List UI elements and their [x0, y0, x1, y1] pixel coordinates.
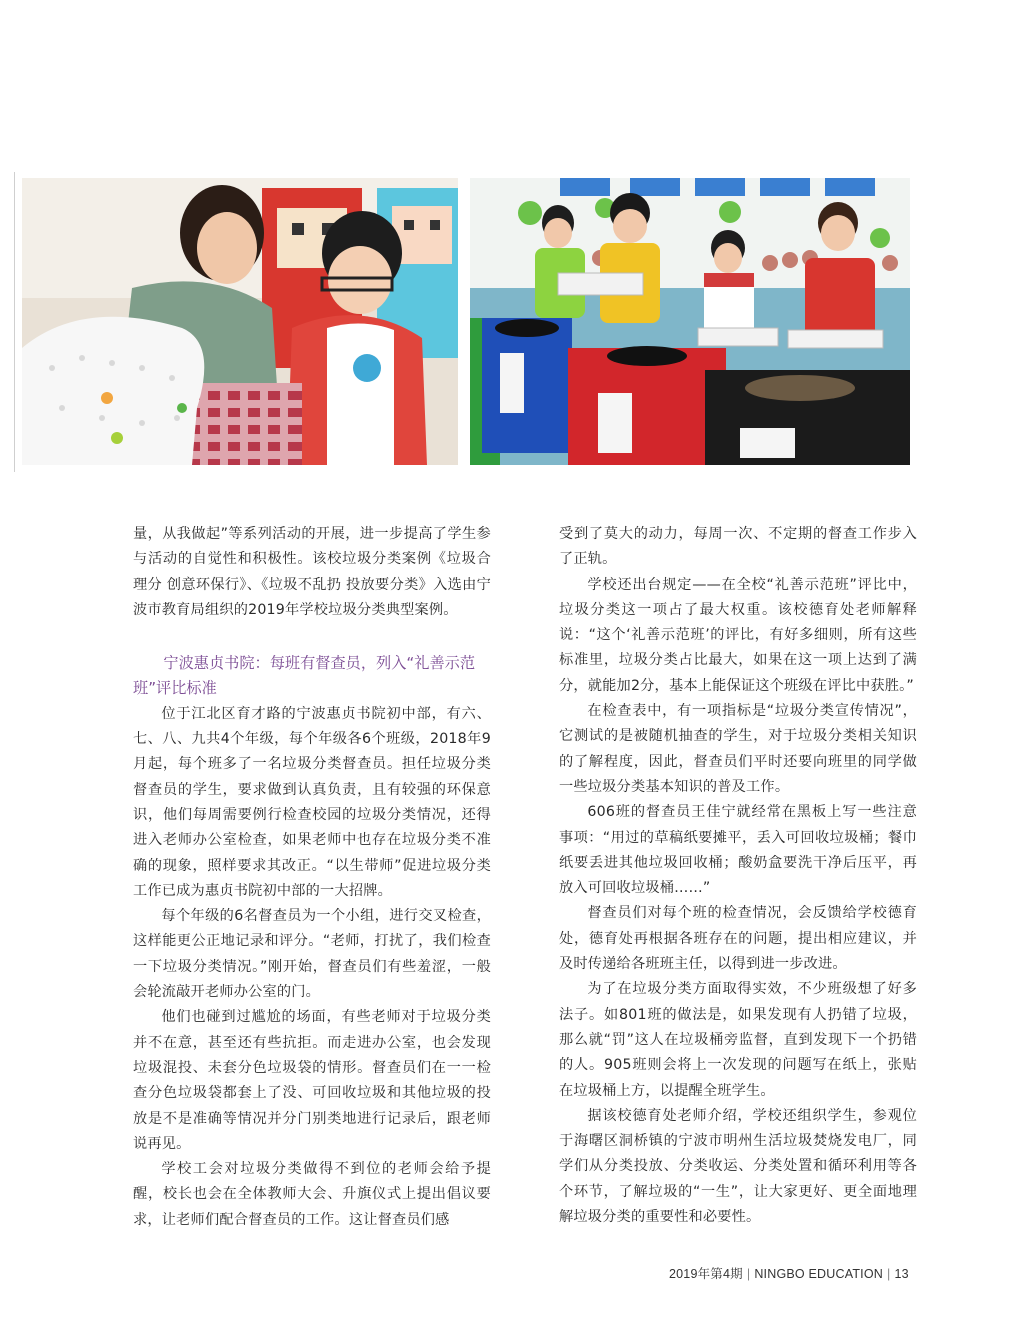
section-heading: 宁波惠贞书院：每班有督查员，列入“礼善示范班”评比标准: [133, 654, 476, 698]
magazine-name: NINGBO EDUCATION: [754, 1267, 883, 1281]
left-column: [133, 522, 491, 1233]
paragraph: 据该校德育处老师介绍，学校还组织学生，参观位于海曙区洞桥镇的宁波市明州生活垃圾焚烧发电厂，同学们从分类投放、分类收运、分类处置和循环利用等各个环节，了解垃圾的“一生”，让大家更好、更全面地理解垃圾分类的重要性和必要性。: [559, 1107, 917, 1226]
paragraph: 学校工会对垃圾分类做得不到位的老师会给予提醒，校长也会在全体教师大会、升旗仪式上提出倡议要求，让老师们配合督查员的工作。这让督查员们感: [133, 1161, 491, 1228]
paragraph: 量，从我做起”等系列活动的开展，进一步提高了学生参与活动的自觉性和积极性。该校垃圾分类案例《垃圾合理分 创意环保行》、《垃圾不乱扔 投放要分类》入选由宁波市教育局组织的2019年学校垃圾分类典型案例。: [133, 526, 491, 618]
photo-teacher-child: [22, 178, 458, 465]
paragraph: 受到了莫大的动力，每周一次、不定期的督查工作步入了正轨。: [559, 526, 917, 568]
paragraph: 督查员们对每个班的检查情况，会反馈给学校德育处，德育处再根据各班存在的问题，提出相应建议，并及时传递给各班班主任，以得到进一步改进。: [559, 905, 917, 973]
paragraph: 学校还出台规定——在全校“礼善示范班”评比中，垃圾分类这一项占了最大权重。该校德育处老师解释说：“这个‘礼善示范班’的评比，有好多细则，所有这些标准里，垃圾分类占比最大，如果在这一项上达到了满分，就能加2分，基本上能保证这个班级在评比中获胜。”: [559, 576, 917, 694]
photo-children-sorting: [470, 178, 910, 465]
paragraph: 他们也碰到过尴尬的场面，有些老师对于垃圾分类并不在意，甚至还有些抗拒。而走进办公室，也会发现垃圾混投、未套分色垃圾袋的情形。督查员们在一一检查分色垃圾袋都套上了没、可回收垃圾和其他垃圾的投放是不是准确等情况并分门别类地进行记录后，跟老师说再见。: [133, 1009, 491, 1152]
page-number: 13: [894, 1267, 909, 1281]
page-footer: 2019年第4期 | NINGBO EDUCATION | 13: [669, 1267, 909, 1281]
paragraph: 606班的督查员王佳宁就经常在黑板上写一些注意事项：“用过的草稿纸要摊平，丢入可回收垃圾桶；餐巾纸要丢进其他垃圾回收桶；酸奶盒要洗干净后压平，再放入可回收垃圾桶……”: [559, 804, 917, 897]
paragraph: 在检查表中，有一项指标是“垃圾分类宣传情况”，它测试的是被随机抽查的学生，对于垃圾分类相关知识的了解程度，因此，督查员们平时还要向班里的同学做一些垃圾分类基本知识的普及工作。: [559, 703, 917, 795]
paragraph: 位于江北区育才路的宁波惠贞书院初中部，有六、七、八、九共4个年级，每个年级各6个班级，2018年9月起，每个班多了一名垃圾分类督查员。担任垃圾分类督查员的学生，要求做到认真负责，且有较强的环保意识，他们每周需要例行检查校园的垃圾分类情况，还得进入老师办公室检查，如果老师中也存在垃圾分类不准确的现象，照样要求其改正。“以生带师”促进垃圾分类工作已成为惠贞书院初中部的一大招牌。: [133, 705, 491, 899]
right-column: [559, 522, 917, 1230]
page-edge-line: [14, 172, 15, 472]
paragraph: 为了在垃圾分类方面取得实效，不少班级想了好多法子。如801班的做法是，如果发现有人扔错了垃圾，那么就“罚”这人在垃圾桶旁监督，直到发现下一个扔错的人。905班则会将上一次发现的问题写在纸上，张贴在垃圾桶上方，以提醒全班学生。: [559, 981, 917, 1099]
issue-label: 2019年第4期: [669, 1267, 743, 1281]
paragraph: 每个年级的6名督查员为一个小组，进行交叉检查，这样能更公正地记录和评分。“老师，打扰了，我们检查一下垃圾分类情况。”刚开始，督查员们有些羞涩，一般会轮流敲开老师办公室的门。: [133, 908, 491, 1001]
